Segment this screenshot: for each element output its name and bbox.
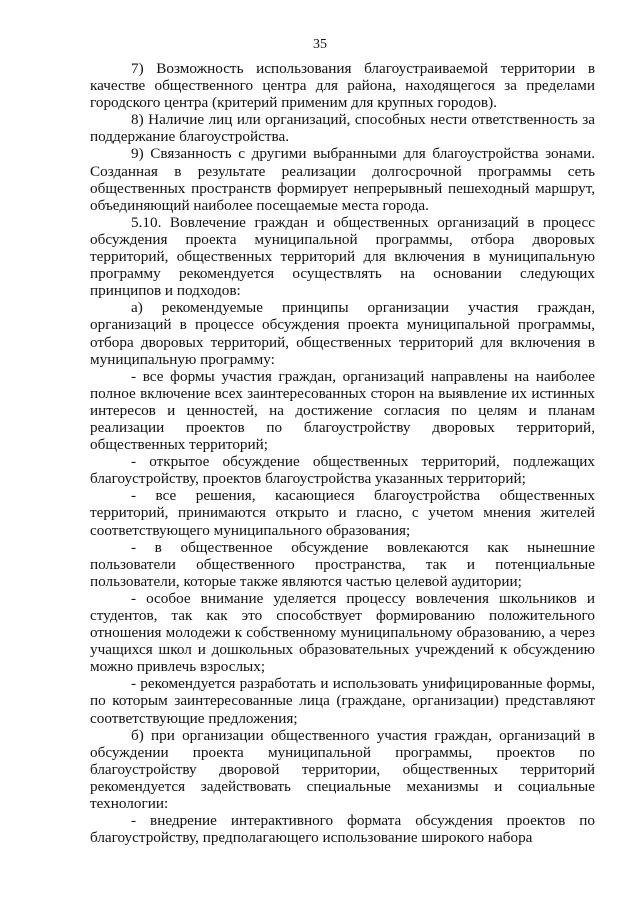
paragraph-mechanisms-b: б) при организации общественного участия граждан, организаций в обсуждении проекта муниципальной программы, проектов по благоустройству дворовой территории, общественных территорий рекомендуется задействовать специальные механизмы и социальные технологии: <box>90 726 595 813</box>
paragraph-criterion-7: 7) Возможность использования благоустраиваемой территории в качестве общественного центра для района, находящегося за пределами городского центра (критерий применим для крупных городов). <box>90 60 595 112</box>
paragraph-principles-a: а) рекомендуемые принципы организации участия граждан, организаций в процессе обсуждения проекта муниципальной программы, отбора дворовых территорий, общественных территорий для включения в муниципальную программу: <box>90 299 595 368</box>
list-item: - рекомендуется разработать и использовать унифицированные формы, по которым заинтересованные лица (граждане, организации) представляют соответствующие предложения; <box>90 675 595 727</box>
paragraph-section-5-10: 5.10. Вовлечение граждан и общественных организаций в процесс обсуждения проекта муниципальной программы, отбора дворовых территорий, общественных территорий для включения в муниципальную программу рекомендуется осуществлять на основании следующих принципов и подходов: <box>90 213 595 300</box>
document-body <box>90 60 595 846</box>
list-item: - открытое обсуждение общественных территорий, подлежащих благоустройству, проектов благоустройства указанных территорий; <box>90 453 595 488</box>
list-item: - особое внимание уделяется процессу вовлечения школьников и студентов, так как это способствует формированию положительного отношения молодежи к собственному муниципальному образованию, а через учащихся школ и дошкольных образовательных учреждений к обсуждению можно привлечь взрослых; <box>90 589 595 676</box>
paragraph-criterion-9: 9) Связанность с другими выбранными для благоустройства зонами. Созданная в результате реализации долгосрочной программы сеть общественных пространств формирует непрерывный пешеходный маршрут, объединяющий наиболее посещаемые места города. <box>90 145 595 214</box>
list-item: - в общественное обсуждение вовлекаются как нынешние пользователи общественного пространства, так и потенциальные пользователи, которые также являются частью целевой аудитории; <box>90 538 595 590</box>
list-item: - все формы участия граждан, организаций направлены на наиболее полное включение всех заинтересованных сторон на выявление их истинных интересов и ценностей, на достижение согласия по целям и планам реализации проектов по благоустройству дворовых территорий, общественных территорий; <box>90 367 595 454</box>
list-item: - внедрение интерактивного формата обсуждения проектов по благоустройству, предполагающего использование широкого набора <box>90 812 595 847</box>
page-number: 35 <box>313 37 327 52</box>
list-item: - все решения, касающиеся благоустройства общественных территорий, принимаются открыто и гласно, с учетом мнения жителей соответствующего муниципального образования; <box>90 487 595 539</box>
paragraph-criterion-8: 8) Наличие лиц или организаций, способных нести ответственность за поддержание благоустройства. <box>90 111 595 146</box>
